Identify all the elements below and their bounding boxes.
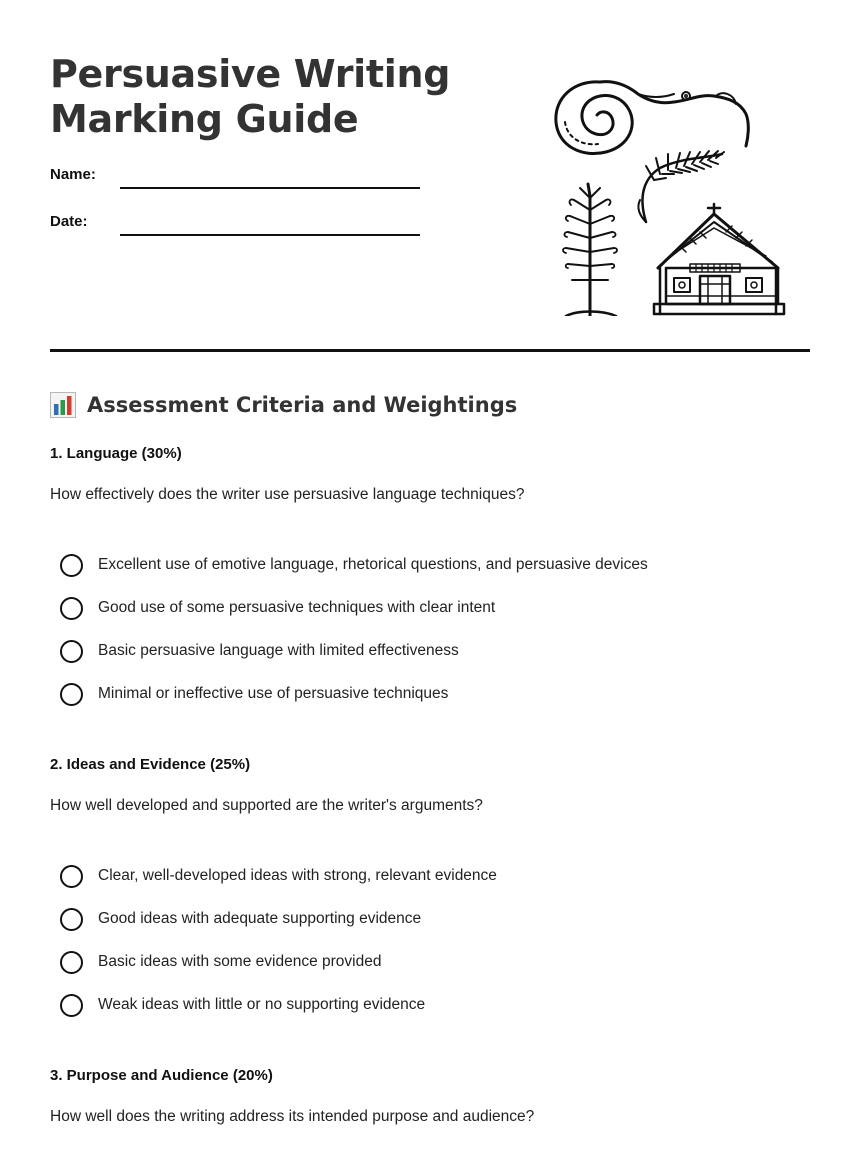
option-language-minimal[interactable] <box>60 681 448 707</box>
option-ideas-clear[interactable] <box>60 863 497 889</box>
name-input-line[interactable] <box>120 187 420 189</box>
option-label: Basic persuasive language with limited effectiveness <box>98 642 459 659</box>
option-ideas-weak[interactable] <box>60 992 425 1018</box>
section-heading <box>50 389 517 421</box>
section-title: Assessment Criteria and Weightings <box>87 393 518 417</box>
date-field[interactable] <box>50 211 420 241</box>
bar-chart-icon <box>50 392 76 418</box>
tree-fern-icon <box>563 184 617 316</box>
radio-button[interactable] <box>60 554 83 577</box>
wharenui-house-icon <box>654 204 784 314</box>
criterion-purpose-audience <box>50 1067 810 1137</box>
option-label: Basic ideas with some evidence provided <box>98 953 382 970</box>
criterion-title: 1. Language (30%) <box>50 445 182 462</box>
maori-illustration <box>550 76 790 316</box>
header <box>50 50 810 340</box>
criterion-title: 3. Purpose and Audience (20%) <box>50 1067 273 1084</box>
option-label: Excellent use of emotive language, rhetorical questions, and persuasive devices <box>98 556 648 573</box>
page-title <box>50 52 450 142</box>
criterion-language <box>50 445 810 715</box>
option-ideas-good[interactable] <box>60 906 421 932</box>
option-label: Good use of some persuasive techniques with clear intent <box>98 599 496 616</box>
koru-swirl-icon <box>556 82 748 154</box>
criterion-title: 2. Ideas and Evidence (25%) <box>50 756 251 773</box>
radio-button[interactable] <box>60 908 83 931</box>
title-line-1: Persuasive Writing <box>50 52 451 96</box>
criterion-question: How well does the writing address its intended purpose and audience? <box>50 1108 535 1125</box>
criterion-question: How effectively does the writer use persuasive language techniques? <box>50 486 525 503</box>
radio-button[interactable] <box>60 640 83 663</box>
criterion-ideas-evidence <box>50 756 810 1026</box>
option-label: Minimal or ineffective use of persuasive techniques <box>98 685 449 702</box>
date-label: Date: <box>50 213 88 230</box>
criterion-question: How well developed and supported are the writer's arguments? <box>50 797 483 814</box>
radio-button[interactable] <box>60 951 83 974</box>
radio-button[interactable] <box>60 597 83 620</box>
name-label: Name: <box>50 166 96 183</box>
option-label: Clear, well-developed ideas with strong, relevant evidence <box>98 867 497 884</box>
title-line-2: Marking Guide <box>50 97 359 141</box>
date-input-line[interactable] <box>120 234 420 236</box>
option-language-excellent[interactable] <box>60 552 648 578</box>
option-label: Good ideas with adequate supporting evidence <box>98 910 422 927</box>
radio-button[interactable] <box>60 865 83 888</box>
fern-frond-icon <box>638 151 724 222</box>
radio-button[interactable] <box>60 683 83 706</box>
option-ideas-basic[interactable] <box>60 949 381 975</box>
option-language-basic[interactable] <box>60 638 459 664</box>
radio-button[interactable] <box>60 994 83 1017</box>
option-language-good[interactable] <box>60 595 495 621</box>
option-label: Weak ideas with little or no supporting evidence <box>98 996 426 1013</box>
header-divider <box>50 349 810 352</box>
name-field[interactable] <box>50 164 420 194</box>
